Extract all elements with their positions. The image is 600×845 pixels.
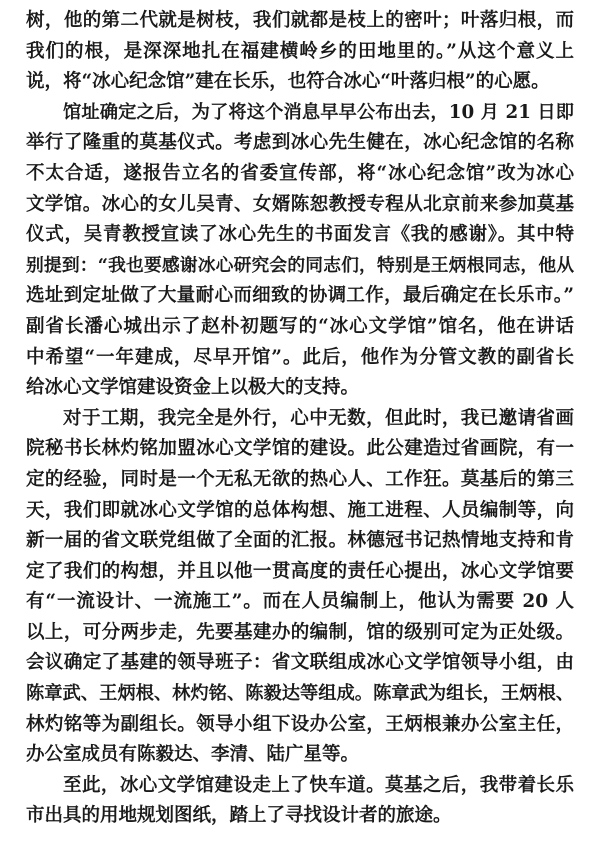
text-line: 举行了隆重的莫基仪式。考虑到冰心先生健在，冰心纪念馆的名称 <box>26 132 574 154</box>
text-line: 有“一流设计、一流施工”。而在人员编制上，他认为需要 20 人 <box>26 591 574 613</box>
text-line: 定了我们的构想，并且以他一贯高度的责任心提出，冰心文学馆要 <box>26 560 574 582</box>
text-line: 市出具的用地规划图纸，踏上了寻找设计者的旅途。 <box>26 805 452 827</box>
text-line: 天，我们即就冰心文学馆的总体构想、施工进程、人员编制等，向 <box>26 499 574 521</box>
text-line: 林灼铭等为副组长。领导小组下设办公室，王炳根兼办公室主任， <box>26 713 574 735</box>
text-line: 对于工期，我完全是外行，心中无数，但此时，我已邀请省画 <box>63 407 574 429</box>
text-line: 文学馆。冰心的女儿吴青、女婿陈恕教授专程从北京前来参加莫基 <box>26 193 574 215</box>
text-line: 以上，可分两步走，先要基建办的编制，馆的级别可定为正处级。 <box>26 621 574 643</box>
text-line: 馆址确定之后，为了将这个消息早早公布出去，10 月 21 日即 <box>63 101 574 123</box>
text-line: 会议确定了基建的领导班子：省文联组成冰心文学馆领导小组，由 <box>26 652 574 674</box>
text-line: 别提到：“我也要感谢冰心研究会的同志们，特别是王炳根同志，他从 <box>26 254 574 276</box>
text-line: 我们的根，是深深地扎在福建横岭乡的田地里的。”从这个意义上 <box>26 40 574 62</box>
text-line: 给冰心文学馆建设资金上以极大的支持。 <box>26 377 360 399</box>
text-line: 不太合适，遂报告立名的省委宣传部，将“冰心纪念馆”改为冰心 <box>26 162 574 184</box>
text-line: 定的经验，同时是一个无私无欲的热心人、工作狂。莫基后的第三 <box>26 468 574 490</box>
text-line: 副省长潘心城出示了赵朴初题写的“冰心文学馆”馆名，他在讲话 <box>26 315 574 337</box>
text-line: 仪式，吴青教授宣读了冰心先生的书面发言《我的感谢》。其中特 <box>26 224 574 246</box>
text-line: 陈章武、王炳根、林灼铭、陈毅达等组成。陈章武为组长，王炳根、 <box>26 683 574 705</box>
text-line: 说，将“冰心纪念馆”建在长乐，也符合冰心“叶落归根”的心愿。 <box>26 71 550 93</box>
text-line: 树，他的第二代就是树枝，我们就都是枝上的密叶；叶落归根，而 <box>26 10 574 31</box>
text-line: 新一届的省文联党组做了全面的汇报。林德冠书记热情地支持和肯 <box>26 530 574 552</box>
text-line: 院秘书长林灼铭加盟冰心文学馆的建设。此公建造过省画院，有一 <box>26 438 574 460</box>
text-line: 办公室成员有陈毅达、李清、陆广星等。 <box>26 744 360 766</box>
text-line: 至此，冰心文学馆建设走上了快车道。莫基之后，我带着长乐 <box>63 774 574 796</box>
text-line: 中希望“一年建成，尽早开馆”。此后，他作为分管文教的副省长 <box>26 346 574 368</box>
text-line: 选址到定址做了大量耐心而细致的协调工作，最后确定在长乐市。” <box>26 285 574 307</box>
